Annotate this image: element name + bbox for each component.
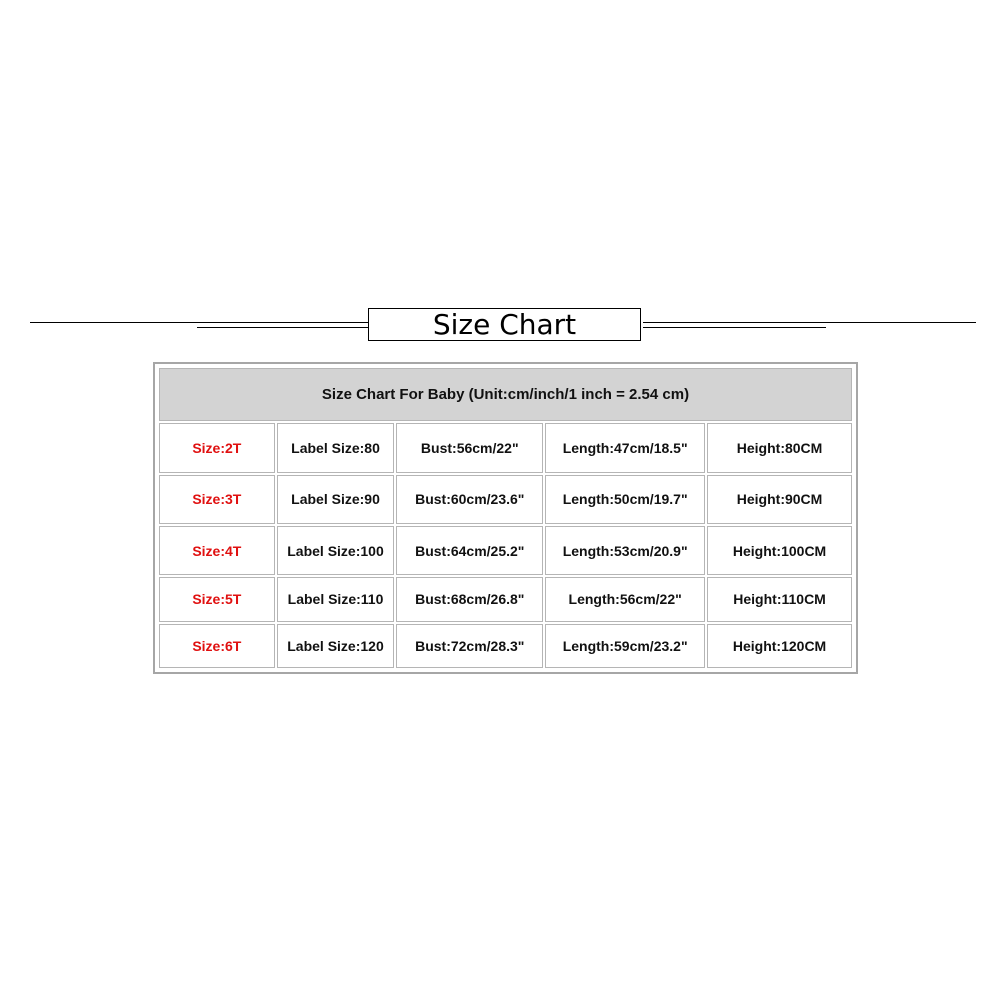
height-cell: Height:120CM xyxy=(707,624,852,668)
title-box xyxy=(368,308,641,341)
table-row xyxy=(159,526,852,575)
table-row xyxy=(159,577,852,621)
size-cell: Size:2T xyxy=(159,423,275,472)
label-size-cell: Label Size:100 xyxy=(277,526,395,575)
bust-cell: Bust:68cm/26.8" xyxy=(396,577,543,621)
size-cell: Size:3T xyxy=(159,475,275,524)
bust-cell: Bust:64cm/25.2" xyxy=(396,526,543,575)
title-rule-left-long xyxy=(30,322,368,323)
size-cell: Size:4T xyxy=(159,526,275,575)
length-cell: Length:47cm/18.5" xyxy=(545,423,705,472)
bust-cell: Bust:72cm/28.3" xyxy=(396,624,543,668)
height-cell: Height:100CM xyxy=(707,526,852,575)
size-cell: Size:5T xyxy=(159,577,275,621)
table-row xyxy=(159,475,852,524)
size-cell: Size:6T xyxy=(159,624,275,668)
length-cell: Length:50cm/19.7" xyxy=(545,475,705,524)
height-cell: Height:110CM xyxy=(707,577,852,621)
table-header-row xyxy=(159,368,852,421)
bust-cell: Bust:56cm/22" xyxy=(396,423,543,472)
label-size-cell: Label Size:90 xyxy=(277,475,395,524)
label-size-cell: Label Size:120 xyxy=(277,624,395,668)
page-title: Size Chart xyxy=(432,307,577,341)
size-chart-table xyxy=(157,366,854,670)
length-cell: Length:56cm/22" xyxy=(545,577,705,621)
length-cell: Length:53cm/20.9" xyxy=(545,526,705,575)
size-chart-frame xyxy=(153,362,858,674)
height-cell: Height:80CM xyxy=(707,423,852,472)
table-header-cell: Size Chart For Baby (Unit:cm/inch/1 inch = 2.54 cm) xyxy=(159,368,852,421)
height-cell: Height:90CM xyxy=(707,475,852,524)
length-cell: Length:59cm/23.2" xyxy=(545,624,705,668)
table-row xyxy=(159,423,852,472)
title-rule-right-long xyxy=(643,322,976,323)
table-row xyxy=(159,624,852,668)
bust-cell: Bust:60cm/23.6" xyxy=(396,475,543,524)
title-rule-left-short xyxy=(197,327,368,328)
title-rule-right-short xyxy=(643,327,826,328)
label-size-cell: Label Size:80 xyxy=(277,423,395,472)
label-size-cell: Label Size:110 xyxy=(277,577,395,621)
